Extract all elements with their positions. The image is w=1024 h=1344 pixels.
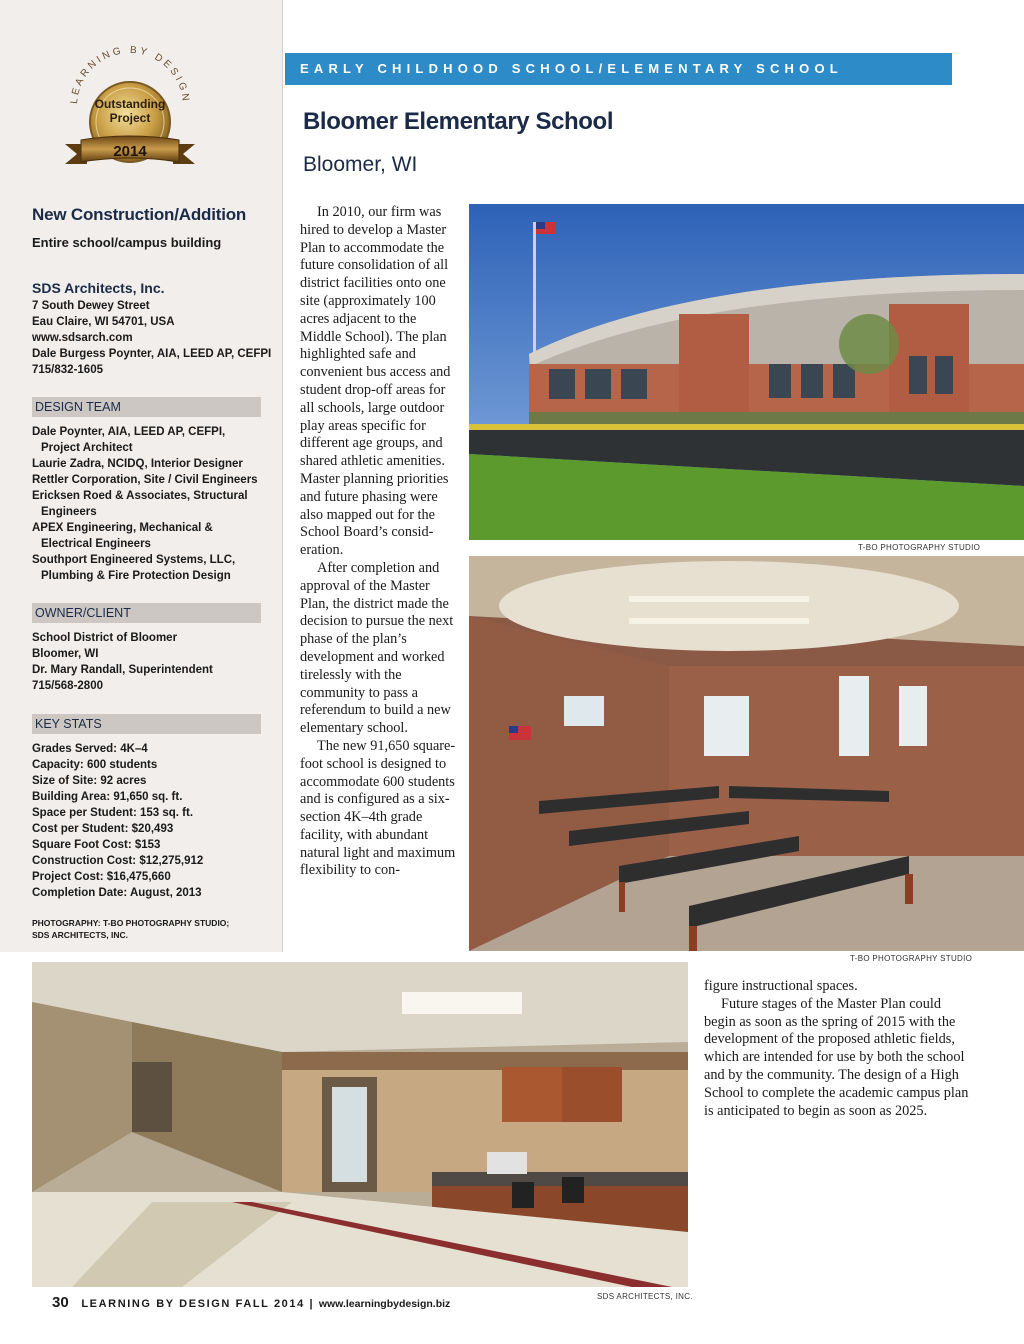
exterior-photo bbox=[469, 204, 1024, 540]
stat-line: Space per Student: 153 sq. ft. bbox=[32, 807, 194, 819]
team-line: Rettler Corporation, Site / Civil Engineers bbox=[32, 474, 258, 486]
owner-line: Dr. Mary Randall, Superintendent bbox=[32, 664, 213, 676]
hallway-photo bbox=[32, 962, 688, 1287]
firm-contact-person: Dale Burgess Poynter, AIA, LEED AP, CEFPI bbox=[32, 348, 272, 360]
hallway-photo-credit: SDS ARCHITECTS, INC. bbox=[597, 1292, 693, 1301]
exterior-photo-credit: T-BO PHOTOGRAPHY STUDIO bbox=[858, 543, 981, 552]
school-name: Bloomer Elementary School bbox=[303, 108, 614, 135]
firm-phone: 715/832-1605 bbox=[32, 364, 103, 376]
article-column-1 bbox=[300, 204, 458, 880]
article-paragraph: In 2010, our firm was hired to develop a Master Plan to accommodate the future consolidation of all district facilities onto one site (approximately 100 acres adjacent to the Middle School). The plan highlighted safe and convenient bus access and student drop-off areas for all schools, large outdoor play areas specific for different age groups, and shared athletic amenities. Master planning priorities and future phasing were also mapped out for the School Board’s consideration. bbox=[300, 204, 451, 559]
stat-line: Project Cost: $16,475,660 bbox=[32, 871, 171, 883]
project-scope: Entire school/campus building bbox=[32, 235, 222, 250]
article-paragraph: After completion and approval of the Master Plan, the district made the decision to pursue the next phase of the plan’s development and worked tirelessly with the community to pass a referendum to build a new elementary school. bbox=[300, 559, 454, 737]
photography-credit-line: SDS ARCHITECTS, INC. bbox=[32, 930, 129, 940]
badge-year: 2014 bbox=[113, 143, 147, 160]
owner-line: Bloomer, WI bbox=[32, 648, 99, 660]
key-stats-list bbox=[32, 741, 203, 901]
stat-line: Building Area: 91,650 sq. ft. bbox=[32, 791, 183, 803]
photography-credit bbox=[32, 917, 272, 941]
stat-line: Cost per Student: $20,493 bbox=[32, 823, 174, 835]
owner-line: 715/568-2800 bbox=[32, 680, 103, 692]
owner-heading: OWNER/CLIENT bbox=[32, 603, 261, 623]
photography-credit-line: PHOTOGRAPHY: T-BO PHOTOGRAPHY STUDIO; bbox=[32, 918, 230, 928]
page-number: 30 bbox=[52, 1294, 69, 1311]
publication-name: LEARNING BY DESIGN FALL 2014 bbox=[81, 1298, 305, 1310]
team-line: Dale Poynter, AIA, LEED AP, CEFPI, bbox=[32, 426, 226, 438]
badge-line2: Project bbox=[109, 111, 151, 125]
design-team-heading: DESIGN TEAM bbox=[32, 397, 261, 417]
team-line: Engineers bbox=[41, 506, 97, 518]
stat-line: Construction Cost: $12,275,912 bbox=[32, 855, 204, 867]
team-line: Ericksen Roed & Associates, Structural bbox=[32, 490, 248, 502]
badge-arc-text: LEARNING BY DESIGN bbox=[68, 44, 192, 105]
info-sidebar bbox=[0, 0, 283, 952]
stat-line: Size of Site: 92 acres bbox=[32, 775, 147, 787]
article-paragraph: figure instructional spaces. bbox=[704, 978, 858, 994]
firm-name: SDS Architects, Inc. bbox=[32, 280, 165, 296]
stat-line: Grades Served: 4K–4 bbox=[32, 743, 148, 755]
footer-separator: | bbox=[309, 1298, 315, 1310]
stat-line: Capacity: 600 students bbox=[32, 759, 158, 771]
key-stats-heading: KEY STATS bbox=[32, 714, 261, 734]
team-line: Plumbing & Fire Protection Design bbox=[41, 570, 231, 582]
school-location: Bloomer, WI bbox=[303, 153, 418, 176]
project-category: New Construction/Addition bbox=[32, 205, 247, 224]
owner-list bbox=[32, 630, 213, 694]
firm-website-link[interactable]: www.sdsarch.com bbox=[32, 332, 133, 344]
category-bar: EARLY CHILDHOOD SCHOOL/ELEMENTARY SCHOOL bbox=[285, 53, 952, 85]
publication-url-link[interactable]: www.learningbydesign.biz bbox=[318, 1298, 451, 1310]
classroom-photo bbox=[469, 556, 1024, 951]
classroom-photo-credit: T-BO PHOTOGRAPHY STUDIO bbox=[850, 954, 973, 963]
article-paragraph: Future stages of the Master Plan could begin as soon as the spring of 2015 with the development of the proposed athletic fields, which are intended for use by both the school and by the community. The design of a High School to complete the academic campus plan is anticipated to begin as soon as 2025. bbox=[704, 995, 969, 1119]
award-seal-icon bbox=[55, 36, 205, 186]
stat-line: Completion Date: August, 2013 bbox=[32, 887, 202, 899]
team-line: Laurie Zadra, NCIDQ, Interior Designer bbox=[32, 458, 243, 470]
firm-contact bbox=[32, 298, 271, 378]
owner-line: School District of Bloomer bbox=[32, 632, 178, 644]
badge-line1: Outstanding bbox=[94, 97, 166, 111]
stat-line: Square Foot Cost: $153 bbox=[32, 839, 161, 851]
team-line: Electrical Engineers bbox=[41, 538, 151, 550]
team-line: Southport Engineered Systems, LLC, bbox=[32, 554, 236, 566]
article-paragraph: The new 91,650 square-foot school is designed to accommodate 600 students and is configured as a six-section 4K–4th grade facility, with abundant natural light and maximum flexibility to con- bbox=[300, 737, 456, 879]
team-line: Project Architect bbox=[41, 442, 133, 454]
firm-address: 7 South Dewey Street bbox=[32, 300, 150, 312]
team-line: APEX Engineering, Mechanical & bbox=[32, 522, 213, 534]
design-team-list bbox=[32, 424, 258, 584]
award-badge bbox=[55, 36, 205, 186]
page-footer bbox=[52, 1294, 450, 1311]
article-column-2 bbox=[704, 978, 974, 1120]
firm-city: Eau Claire, WI 54701, USA bbox=[32, 316, 175, 328]
